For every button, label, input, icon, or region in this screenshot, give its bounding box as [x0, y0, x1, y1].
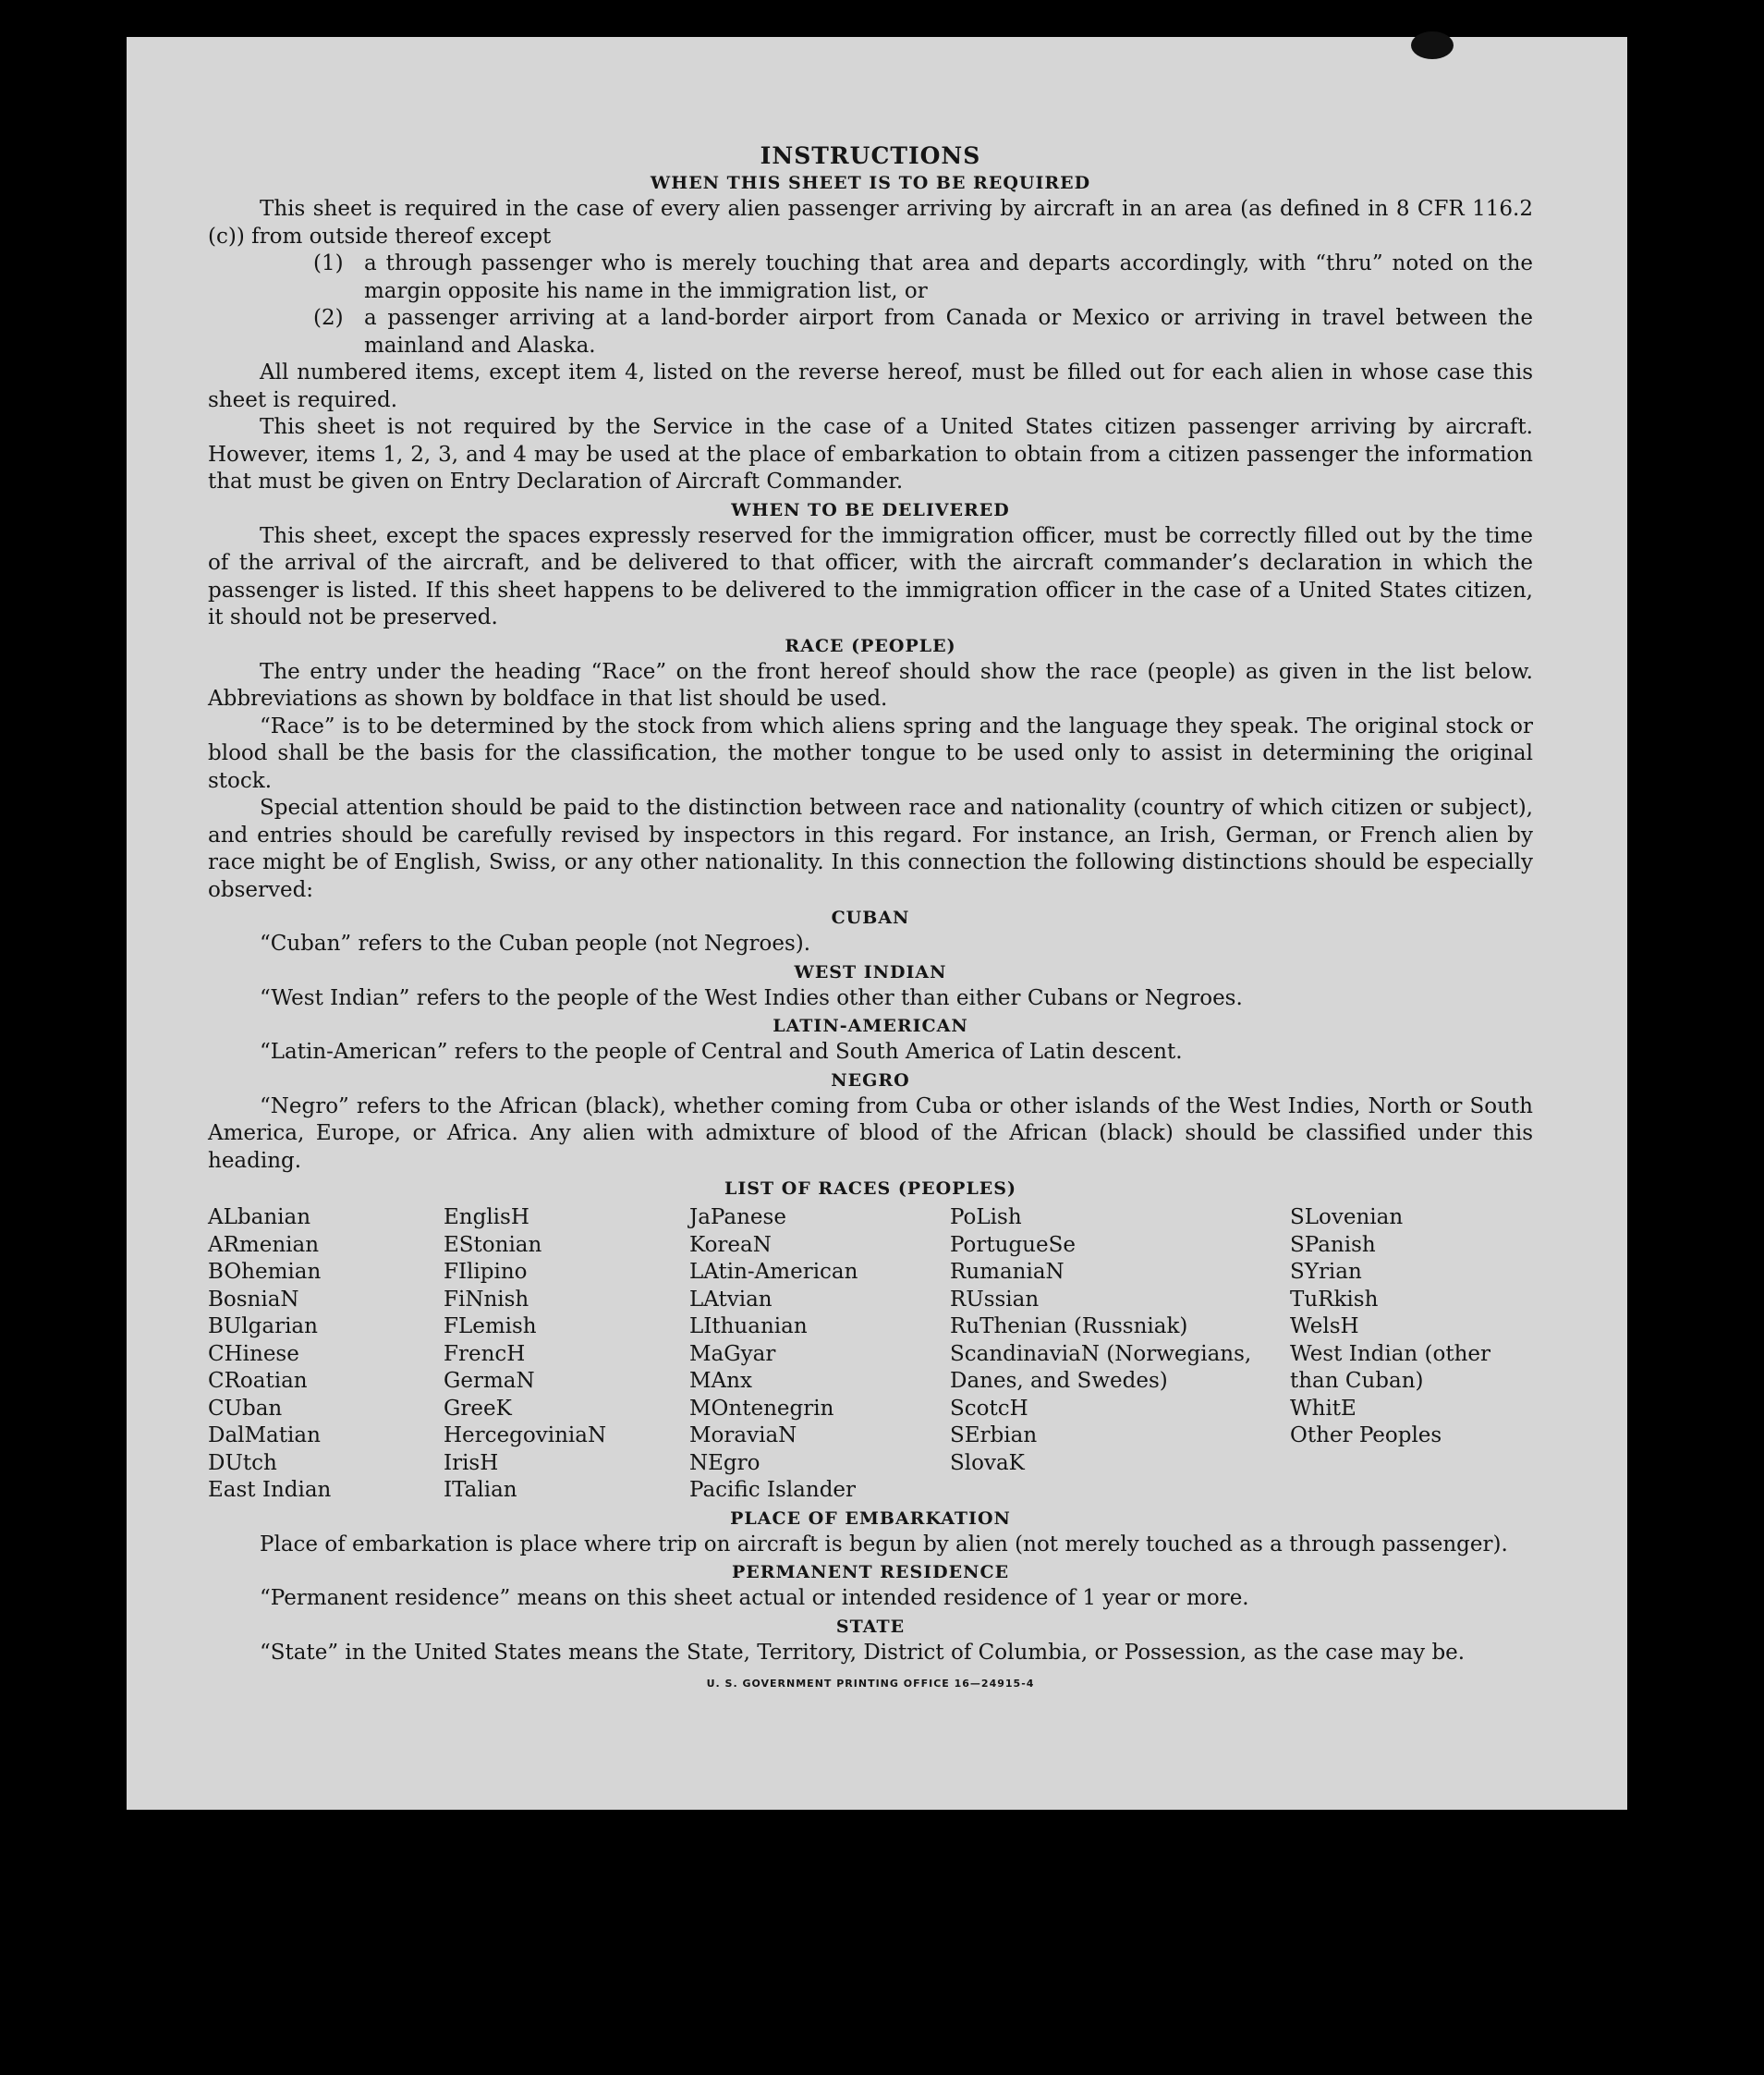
race-item: MOntenegrin: [689, 1396, 834, 1421]
race-item: CUban: [208, 1396, 283, 1421]
race-item: MoraviaN: [689, 1423, 797, 1447]
heading-when-delivered: WHEN TO BE DELIVERED: [731, 499, 1010, 520]
race-item: CHinese: [208, 1341, 299, 1366]
race-item: TuRkish: [1290, 1287, 1379, 1312]
paragraph: Special attention should be paid to the distinction between race and nationality (country of which citizen or subject), and entries should be carefully revised by inspectors in this regard. For instance, an Irish, German, or French alien by race might be of English, Swiss, or any other nationality. In this connection the following distinctions should be especially observed:: [208, 796, 1533, 902]
heading-permanent-residence: PERMANENT RESIDENCE: [731, 1562, 1010, 1582]
race-item: SErbian: [950, 1423, 1038, 1447]
race-column: [950, 1204, 1290, 1505]
paragraph: “Race” is to be determined by the stock from which aliens spring and the language they speak. The original stock or blood shall be the basis for the classification, the mother tongue to be used only to assist in determining the original stock.: [208, 714, 1533, 793]
race-item: PortugueSe: [950, 1232, 1076, 1257]
race-item: WelsH: [1290, 1314, 1359, 1338]
race-item: LAtvian: [689, 1287, 773, 1312]
race-item: BUlgarian: [208, 1314, 318, 1338]
heading-latin-american: LATIN-AMERICAN: [773, 1016, 968, 1036]
list-item: [208, 305, 1533, 360]
race-item: MaGyar: [689, 1341, 776, 1366]
race-item: RuThenian (Russniak): [950, 1314, 1188, 1338]
race-item: JaPanese: [689, 1205, 786, 1229]
race-item: SYrian: [1290, 1260, 1362, 1284]
paragraph: The entry under the heading “Race” on the front hereof should show the race (people) as given in the list below. Abbreviations as shown by boldface in that list should be used.: [208, 659, 1533, 711]
race-item: LIthuanian: [689, 1314, 808, 1338]
race-item: RUssian: [950, 1287, 1040, 1312]
item-number: (2): [313, 306, 344, 330]
race-item: West Indian (other than Cuban): [1290, 1341, 1491, 1393]
race-item: FLemish: [444, 1314, 537, 1338]
race-item: East Indian: [208, 1478, 332, 1502]
heading-cuban: CUBAN: [831, 908, 910, 928]
race-item: PoLish: [950, 1205, 1022, 1229]
paragraph: This sheet is required in the case of every alien passenger arriving by aircraft in an area (as defined in 8 CFR 116.2 (c)) from outside thereof except: [208, 197, 1533, 249]
race-item: ARmenian: [208, 1232, 320, 1257]
heading-list-of-races: LIST OF RACES (PEOPLES): [724, 1178, 1016, 1199]
item-text: a through passenger who is merely touching that area and departs accordingly, with “thru” noted on the margin opposite his name in the immigration list, or: [364, 251, 1533, 303]
race-item: EStonian: [444, 1232, 542, 1257]
heading-when-required: WHEN THIS SHEET IS TO BE REQUIRED: [650, 173, 1091, 193]
race-item: FIlipino: [444, 1260, 528, 1284]
race-column: [1290, 1204, 1530, 1505]
document-sheet: [127, 37, 1627, 1810]
race-item: MAnx: [689, 1369, 752, 1393]
heading-state: STATE: [835, 1616, 906, 1637]
paragraph: “Latin-American” refers to the people of Central and South America of Latin descent.: [260, 1040, 1183, 1064]
list-item: [208, 250, 1533, 305]
race-column: [444, 1204, 689, 1505]
paragraph: This sheet is not required by the Service in the case of a United States citizen passenger arriving by aircraft. However, items 1, 2, 3, and 4 may be used at the place of embarkation to obtain from a citizen passenger the information that must be given on Entry Declaration of Aircraft Commander.: [208, 415, 1533, 494]
race-item: BosniaN: [208, 1287, 299, 1312]
race-item: CRoatian: [208, 1369, 308, 1393]
race-item: ScotcH: [950, 1396, 1028, 1421]
race-item: RumaniaN: [950, 1260, 1064, 1284]
heading-west-indian: WEST INDIAN: [794, 961, 947, 983]
item-text: a passenger arriving at a land-border airport from Canada or Mexico or arriving in travel between the mainland and Alaska.: [364, 306, 1533, 358]
heading-embarkation: PLACE OF EMBARKATION: [730, 1507, 1011, 1529]
race-item: Other Peoples: [1290, 1423, 1442, 1447]
race-item: SLovenian: [1290, 1205, 1404, 1229]
paragraph: “Cuban” refers to the Cuban people (not Negroes).: [260, 932, 811, 956]
heading-negro: NEGRO: [831, 1069, 910, 1091]
race-item: DUtch: [208, 1450, 277, 1475]
race-item: KoreaN: [689, 1232, 772, 1257]
race-item: SlovaK: [950, 1450, 1025, 1475]
race-item: LAtin-American: [689, 1260, 858, 1284]
race-item: SPanish: [1290, 1232, 1376, 1257]
race-item: IrisH: [444, 1450, 499, 1475]
printing-office-footer: U. S. GOVERNMENT PRINTING OFFICE 16—24915-4: [706, 1678, 1035, 1690]
ink-smudge: [1411, 31, 1454, 59]
race-item: BOhemian: [208, 1260, 322, 1284]
race-item: GermaN: [444, 1369, 535, 1393]
heading-race: RACE (PEOPLE): [785, 635, 956, 656]
race-item: FiNnish: [444, 1287, 529, 1312]
race-list: [208, 1204, 1533, 1505]
paragraph: This sheet, except the spaces expressly reserved for the immigration officer, must be correctly filled out by the time of the arrival of the aircraft, and be delivered to that officer, with the aircraft commander’s declaration in which the passenger is listed. If this sheet happens to be delivered to the immigration officer in the case of a United States citizen, it should not be preserved.: [208, 523, 1533, 629]
race-item: ALbanian: [208, 1205, 311, 1229]
race-item: DalMatian: [208, 1423, 321, 1447]
race-item: EnglisH: [444, 1205, 529, 1229]
race-item: Pacific Islander: [689, 1478, 857, 1502]
race-item: GreeK: [444, 1396, 512, 1421]
paragraph: “Permanent residence” means on this sheet actual or intended residence of 1 year or more.: [260, 1586, 1249, 1610]
race-item: NEgro: [689, 1450, 760, 1475]
paragraph: All numbered items, except item 4, listed on the reverse hereof, must be filled out for each alien in whose case this sheet is required.: [208, 360, 1533, 412]
race-item: HercegoviniaN: [444, 1423, 607, 1447]
race-item: ITalian: [444, 1478, 517, 1502]
race-item: FrencH: [444, 1341, 526, 1366]
race-column: [208, 1204, 444, 1505]
race-column: [689, 1204, 950, 1505]
document-title: INSTRUCTIONS: [760, 142, 981, 169]
race-item: ScandinaviaN (Norwegians, Danes, and Swedes): [950, 1341, 1252, 1393]
race-item: WhitE: [1290, 1396, 1356, 1421]
paragraph: Place of embarkation is place where trip on aircraft is begun by alien (not merely touched as a through passenger).: [260, 1532, 1508, 1556]
paragraph: “West Indian” refers to the people of the West Indies other than either Cubans or Negroes.: [260, 985, 1243, 1010]
item-number: (1): [313, 251, 344, 275]
paragraph: “State” in the United States means the State, Territory, District of Columbia, or Possession, as the case may be.: [260, 1640, 1466, 1665]
paragraph: “Negro” refers to the African (black), whether coming from Cuba or other islands of the West Indies, North or South America, Europe, or Africa. Any alien with admixture of blood of the African (black) should be classified under this heading.: [208, 1093, 1533, 1173]
